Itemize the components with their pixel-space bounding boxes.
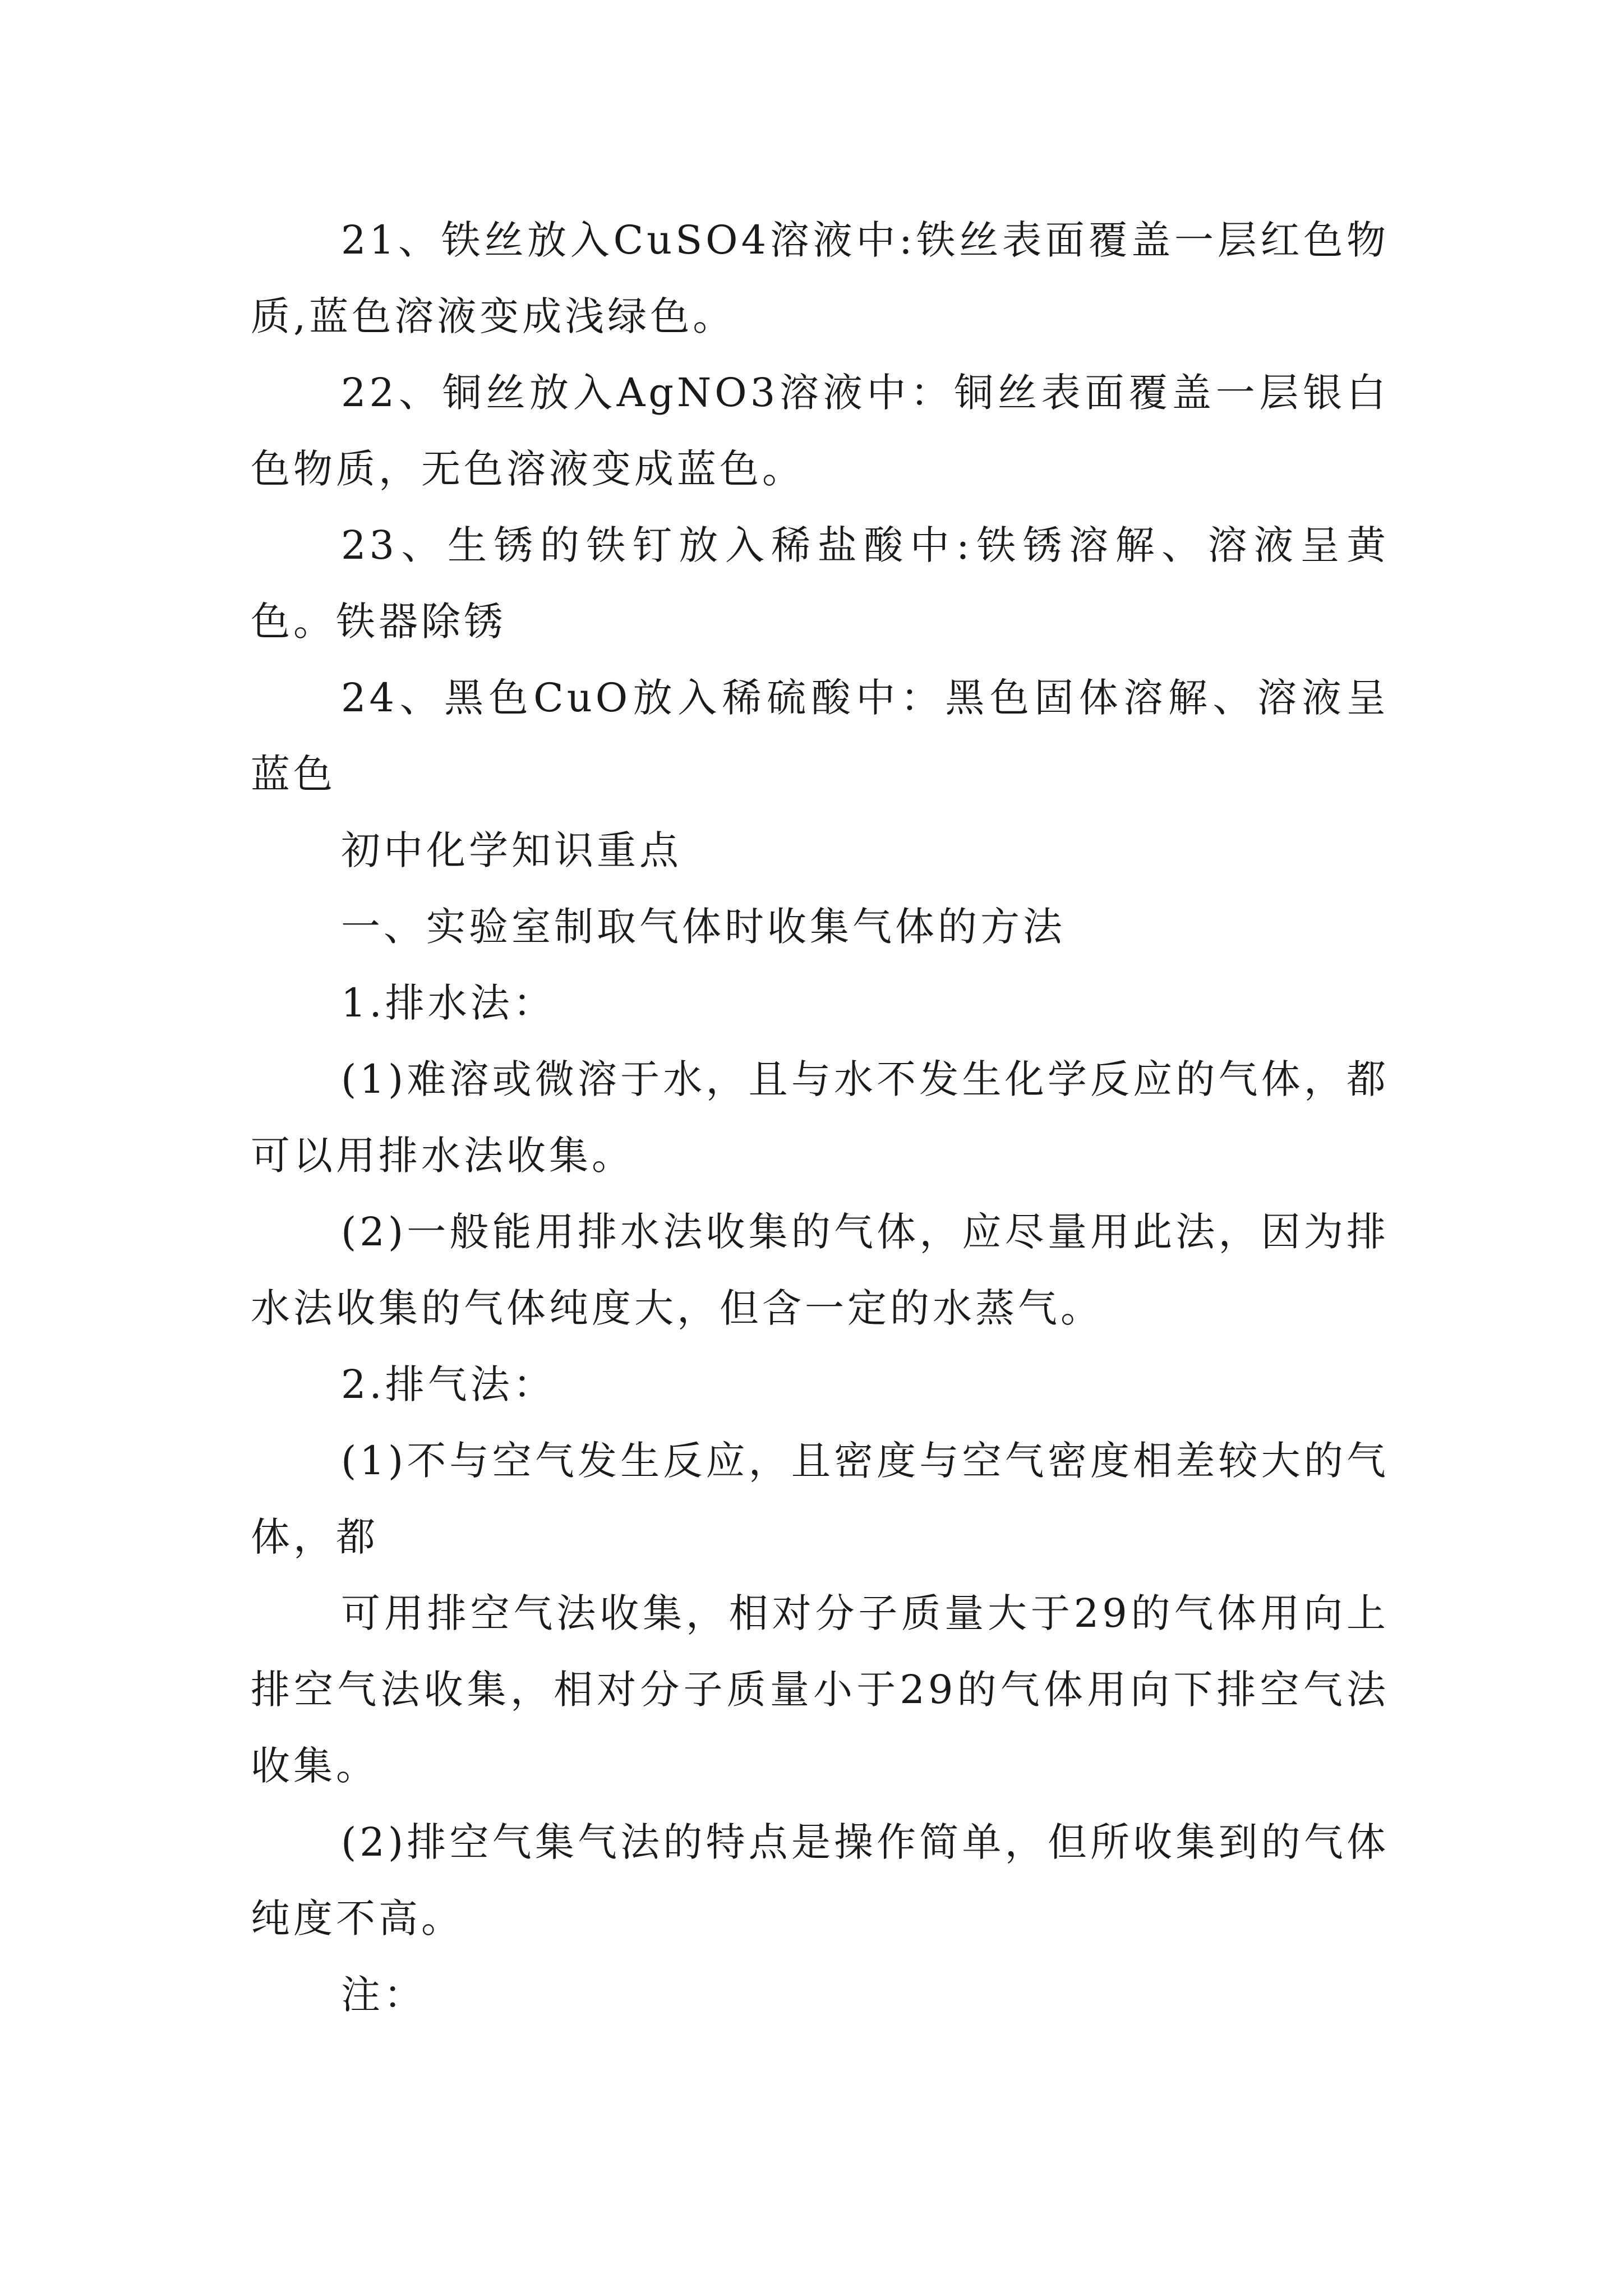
heading-gas-collection: 一、实验室制取气体时收集气体的方法 xyxy=(341,904,1066,950)
subheading-air-displacement: 2.排气法： xyxy=(341,1361,556,1407)
paragraph-21-iron-wire: 21、铁丝放入CuSO4溶液中:铁丝表面覆盖一层红色物质,蓝色溶液变成浅绿色。 xyxy=(251,217,1389,339)
paragraph-air-displacement-1-cont: 可用排空气法收集，相对分子质量大于29的气体用向上排空气法收集，相对分子质量小于29的气体用向下排空气法收集。 xyxy=(251,1590,1389,1789)
note-label: 注： xyxy=(341,1972,426,2018)
paragraph-water-displacement-2: (2)一般能用排水法收集的气体，应尽量用此法，因为排水法收集的气体纯度大，但含一定的水蒸气。 xyxy=(251,1209,1389,1331)
paragraph-22-copper-wire: 22、铜丝放入AgNO3溶液中：铜丝表面覆盖一层银白色物质，无色溶液变成蓝色。 xyxy=(251,370,1389,492)
paragraph-air-displacement-2: (2)排空气集气法的特点是操作简单，但所收集到的气体纯度不高。 xyxy=(251,1819,1389,1941)
document-body xyxy=(251,202,1389,2033)
paragraph-water-displacement-1: (1)难溶或微溶于水，且与水不发生化学反应的气体，都可以用排水法收集。 xyxy=(251,1056,1389,1179)
paragraph-23-rusty-nail: 23、生锈的铁钉放入稀盐酸中:铁锈溶解、溶液呈黄色。铁器除锈 xyxy=(251,522,1389,645)
section-title: 初中化学知识重点 xyxy=(341,827,682,873)
paragraph-air-displacement-1: (1)不与空气发生反应，且密度与空气密度相差较大的气体，都 xyxy=(251,1438,1389,1560)
paragraph-24-copper-oxide: 24、黑色CuO放入稀硫酸中：黑色固体溶解、溶液呈蓝色 xyxy=(251,675,1389,797)
subheading-water-displacement: 1.排水法： xyxy=(341,980,556,1026)
